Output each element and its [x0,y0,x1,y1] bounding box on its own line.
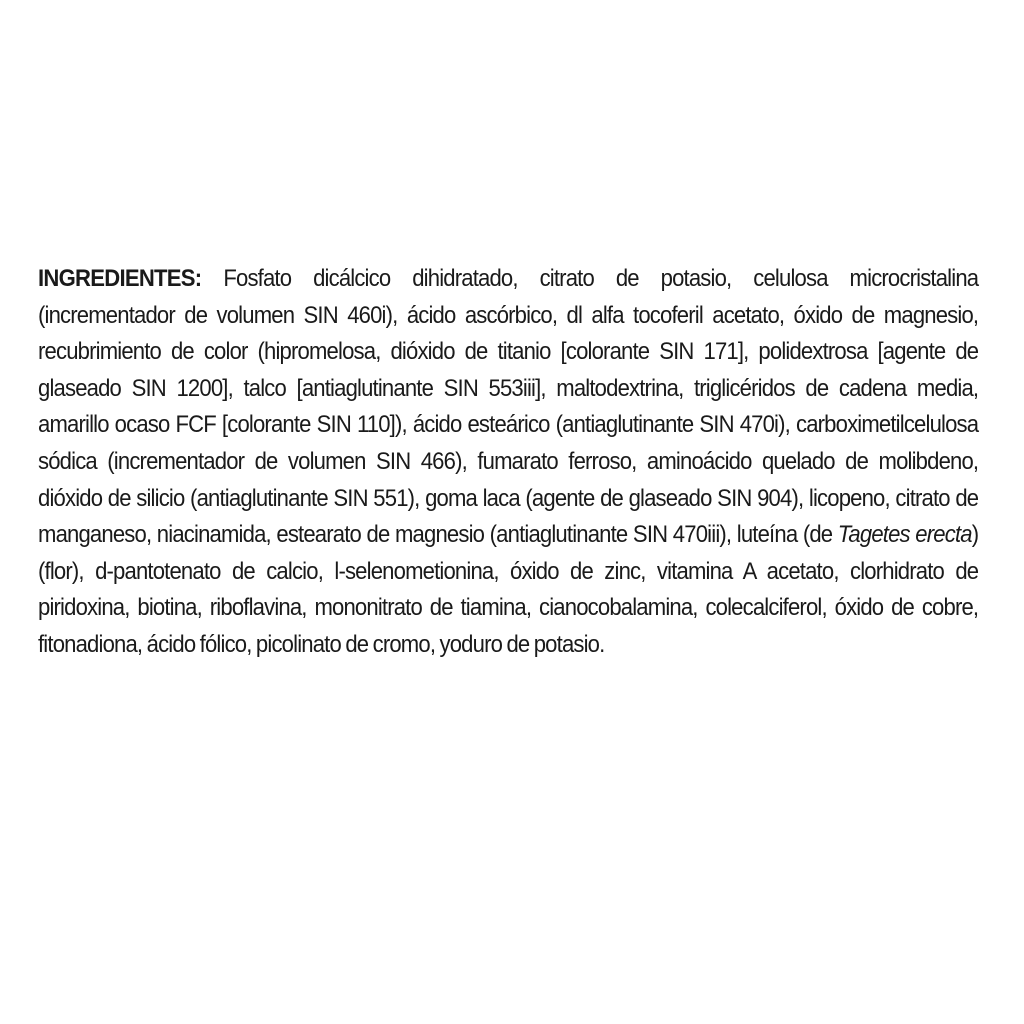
ingredients-text-part2: ) (flor), d-pantotenato de calcio, l-selenometionina, óxido de zinc, vitamina A acetato, clorhidrato de piridoxina, biotina, riboflavina, mononitrato de tiamina, cianocobalamina, colecalciferol, óxido de cobre, fitonadiona, ácido fólico, picolinato de cromo, yoduro de potasio. [38,521,979,658]
ingredients-label: INGREDIENTES: [38,265,202,292]
ingredients-italic-term: Tagetes erecta [837,521,972,549]
ingredients-paragraph [38,261,978,664]
ingredients-text-part1: Fosfato dicálcico dihidratado, citrato de potasio, celulosa microcristalina (incrementador de volumen SIN 460i), ácido ascórbico, dl alfa tocoferil acetato, óxido de magnesio, recubrimiento de color (hipromelosa, dióxido de titanio [colorante SIN 171], polidextrosa [agente de glaseado SIN 1200], talco [antiaglutinante SIN 553iii], maltodextrina, triglicéridos de cadena media, amarillo ocaso FCF [colorante SIN 110]), ácido esteárico (antiaglutinante SIN 470i), carboximetilcelulosa sódica (incrementador de volumen SIN 466), fumarato ferroso, aminoácido quelado de molibdeno, dióxido de silicio (antiaglutinante SIN 551), goma laca (agente de glaseado SIN 904), licopeno, citrato de manganeso, niacinamida, estearato de magnesio (antiaglutinante SIN 470iii), luteína (de [38,265,979,549]
